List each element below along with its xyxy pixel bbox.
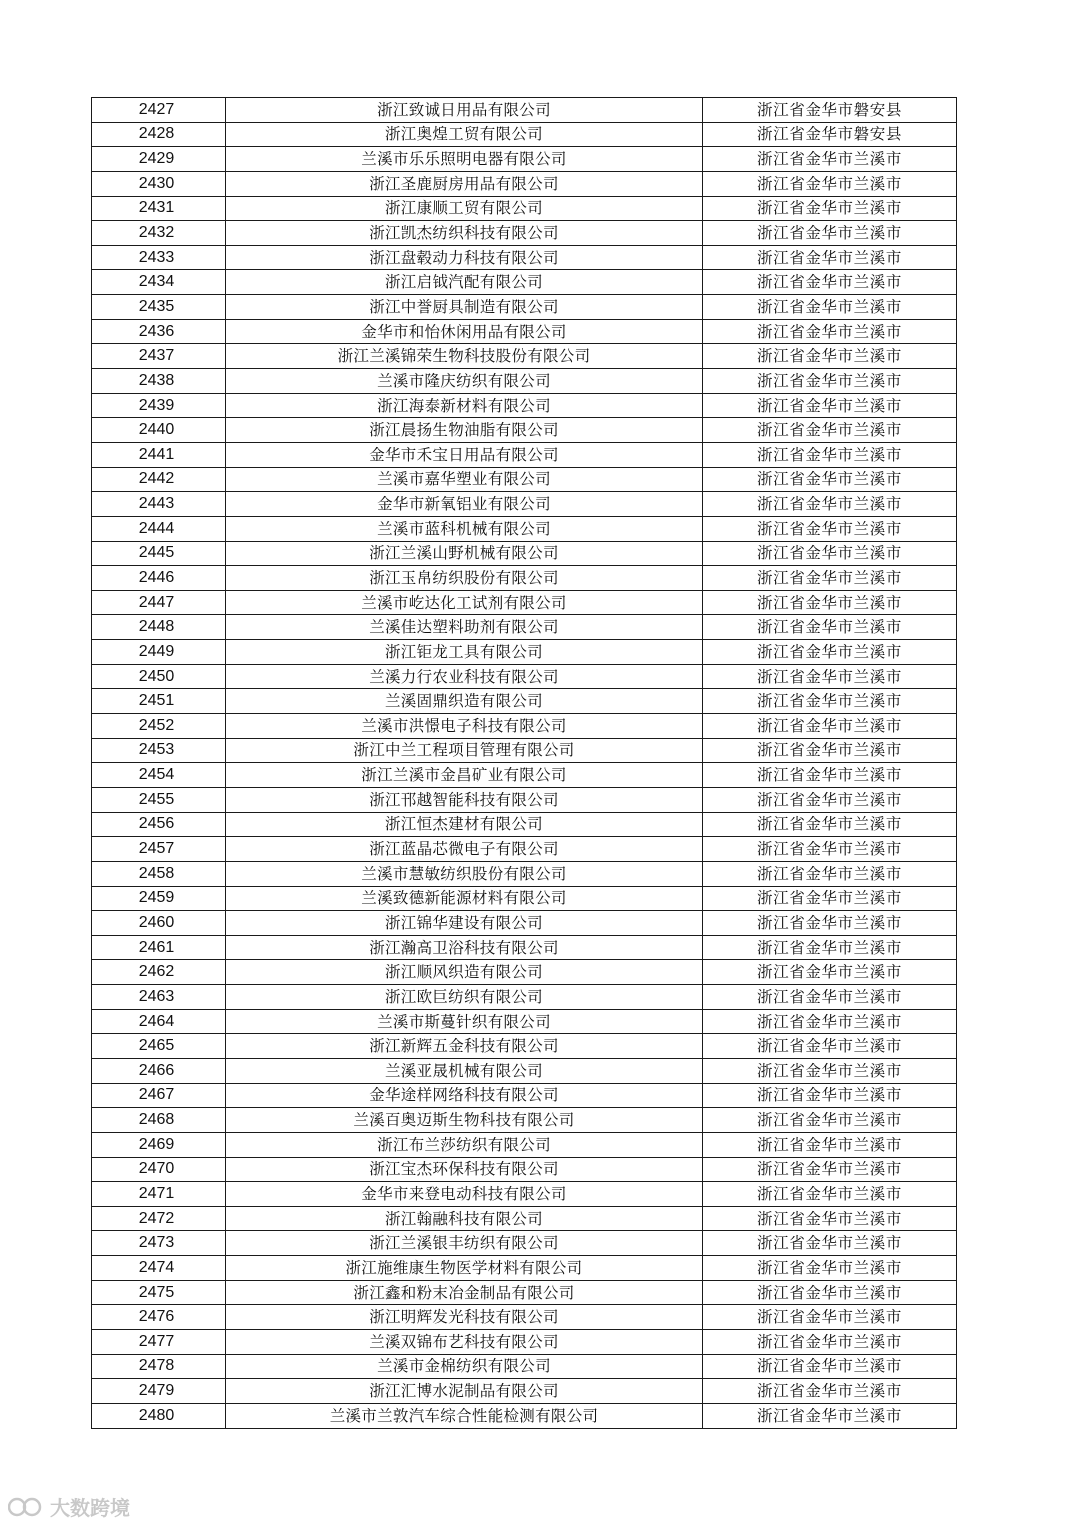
company-name: 兰溪市嘉华塑业有限公司 bbox=[226, 467, 703, 492]
company-region: 浙江省金华市兰溪市 bbox=[703, 566, 957, 591]
row-number: 2448 bbox=[92, 615, 226, 640]
row-number: 2480 bbox=[92, 1403, 226, 1428]
company-name: 浙江兰溪市金昌矿业有限公司 bbox=[226, 763, 703, 788]
row-number: 2467 bbox=[92, 1083, 226, 1108]
company-region: 浙江省金华市兰溪市 bbox=[703, 1009, 957, 1034]
company-name: 浙江凯杰纺织科技有限公司 bbox=[226, 221, 703, 246]
row-number: 2463 bbox=[92, 985, 226, 1010]
company-region: 浙江省金华市兰溪市 bbox=[703, 1403, 957, 1428]
company-region: 浙江省金华市兰溪市 bbox=[703, 1379, 957, 1404]
row-number: 2429 bbox=[92, 147, 226, 172]
row-number: 2471 bbox=[92, 1182, 226, 1207]
company-name: 浙江明辉发光科技有限公司 bbox=[226, 1305, 703, 1330]
company-name: 浙江致诚日用品有限公司 bbox=[226, 98, 703, 123]
table-row bbox=[92, 1256, 957, 1281]
table-row bbox=[92, 886, 957, 911]
table-row bbox=[92, 1132, 957, 1157]
company-name: 兰溪市蓝科机械有限公司 bbox=[226, 516, 703, 541]
table-row bbox=[92, 935, 957, 960]
company-name: 浙江瀚高卫浴科技有限公司 bbox=[226, 935, 703, 960]
table-row bbox=[92, 1083, 957, 1108]
company-region: 浙江省金华市兰溪市 bbox=[703, 787, 957, 812]
table-row bbox=[92, 221, 957, 246]
table-row bbox=[92, 590, 957, 615]
row-number: 2468 bbox=[92, 1108, 226, 1133]
table-row bbox=[92, 196, 957, 221]
company-region: 浙江省金华市兰溪市 bbox=[703, 1157, 957, 1182]
table-row bbox=[92, 541, 957, 566]
company-name: 兰溪百奥迈斯生物科技有限公司 bbox=[226, 1108, 703, 1133]
table-row bbox=[92, 1009, 957, 1034]
company-name: 兰溪致德新能源材料有限公司 bbox=[226, 886, 703, 911]
company-region: 浙江省金华市兰溪市 bbox=[703, 245, 957, 270]
company-name: 浙江邗越智能科技有限公司 bbox=[226, 787, 703, 812]
table-body bbox=[92, 98, 957, 1429]
company-name: 浙江汇博水泥制品有限公司 bbox=[226, 1379, 703, 1404]
enterprise-table bbox=[91, 97, 956, 1429]
row-number: 2427 bbox=[92, 98, 226, 123]
table-row bbox=[92, 1305, 957, 1330]
company-name: 兰溪固鼎织造有限公司 bbox=[226, 689, 703, 714]
table-row bbox=[92, 615, 957, 640]
company-name: 浙江施维康生物医学材料有限公司 bbox=[226, 1256, 703, 1281]
company-region: 浙江省金华市兰溪市 bbox=[703, 714, 957, 739]
table-row bbox=[92, 689, 957, 714]
row-number: 2444 bbox=[92, 516, 226, 541]
company-name: 浙江奥煌工贸有限公司 bbox=[226, 122, 703, 147]
company-region: 浙江省金华市兰溪市 bbox=[703, 171, 957, 196]
company-region: 浙江省金华市兰溪市 bbox=[703, 886, 957, 911]
row-number: 2456 bbox=[92, 812, 226, 837]
row-number: 2462 bbox=[92, 960, 226, 985]
company-name: 浙江晨扬生物油脂有限公司 bbox=[226, 418, 703, 443]
watermark bbox=[8, 1492, 130, 1521]
company-name: 金华市来登电动科技有限公司 bbox=[226, 1182, 703, 1207]
company-region: 浙江省金华市兰溪市 bbox=[703, 837, 957, 862]
table-row bbox=[92, 1379, 957, 1404]
company-name: 浙江恒杰建材有限公司 bbox=[226, 812, 703, 837]
row-number: 2431 bbox=[92, 196, 226, 221]
table-row bbox=[92, 985, 957, 1010]
row-number: 2464 bbox=[92, 1009, 226, 1034]
company-name: 金华市禾宝日用品有限公司 bbox=[226, 442, 703, 467]
company-region: 浙江省金华市兰溪市 bbox=[703, 1305, 957, 1330]
table-row bbox=[92, 1108, 957, 1133]
row-number: 2447 bbox=[92, 590, 226, 615]
company-name: 浙江翰融科技有限公司 bbox=[226, 1206, 703, 1231]
company-name: 兰溪市洪憬电子科技有限公司 bbox=[226, 714, 703, 739]
row-number: 2455 bbox=[92, 787, 226, 812]
company-region: 浙江省金华市兰溪市 bbox=[703, 664, 957, 689]
table-row bbox=[92, 393, 957, 418]
company-region: 浙江省金华市磐安县 bbox=[703, 98, 957, 123]
table-row bbox=[92, 566, 957, 591]
table-row bbox=[92, 1280, 957, 1305]
company-name: 兰溪市斯蔓针织有限公司 bbox=[226, 1009, 703, 1034]
row-number: 2449 bbox=[92, 640, 226, 665]
row-number: 2443 bbox=[92, 492, 226, 517]
company-region: 浙江省金华市兰溪市 bbox=[703, 1182, 957, 1207]
company-region: 浙江省金华市兰溪市 bbox=[703, 1058, 957, 1083]
row-number: 2445 bbox=[92, 541, 226, 566]
company-name: 浙江中兰工程项目管理有限公司 bbox=[226, 738, 703, 763]
table-row bbox=[92, 837, 957, 862]
company-region: 浙江省金华市兰溪市 bbox=[703, 492, 957, 517]
table-row bbox=[92, 640, 957, 665]
company-region: 浙江省金华市兰溪市 bbox=[703, 442, 957, 467]
company-name: 浙江玉帛纺织股份有限公司 bbox=[226, 566, 703, 591]
row-number: 2469 bbox=[92, 1132, 226, 1157]
table-row bbox=[92, 787, 957, 812]
company-region: 浙江省金华市兰溪市 bbox=[703, 467, 957, 492]
row-number: 2450 bbox=[92, 664, 226, 689]
company-name: 金华市和怡休闲用品有限公司 bbox=[226, 319, 703, 344]
row-number: 2430 bbox=[92, 171, 226, 196]
row-number: 2432 bbox=[92, 221, 226, 246]
company-region: 浙江省金华市兰溪市 bbox=[703, 1108, 957, 1133]
company-region: 浙江省金华市兰溪市 bbox=[703, 295, 957, 320]
table-row bbox=[92, 344, 957, 369]
company-region: 浙江省金华市兰溪市 bbox=[703, 1083, 957, 1108]
company-name: 浙江新辉五金科技有限公司 bbox=[226, 1034, 703, 1059]
table-row bbox=[92, 147, 957, 172]
row-number: 2453 bbox=[92, 738, 226, 763]
company-name: 浙江兰溪山野机械有限公司 bbox=[226, 541, 703, 566]
row-number: 2478 bbox=[92, 1354, 226, 1379]
row-number: 2454 bbox=[92, 763, 226, 788]
table-row bbox=[92, 714, 957, 739]
row-number: 2466 bbox=[92, 1058, 226, 1083]
row-number: 2441 bbox=[92, 442, 226, 467]
row-number: 2438 bbox=[92, 369, 226, 394]
row-number: 2458 bbox=[92, 861, 226, 886]
company-list-table bbox=[91, 97, 957, 1429]
company-name: 浙江布兰莎纺织有限公司 bbox=[226, 1132, 703, 1157]
row-number: 2479 bbox=[92, 1379, 226, 1404]
company-name: 浙江启钺汽配有限公司 bbox=[226, 270, 703, 295]
row-number: 2460 bbox=[92, 911, 226, 936]
company-name: 浙江宝杰环保科技有限公司 bbox=[226, 1157, 703, 1182]
row-number: 2461 bbox=[92, 935, 226, 960]
row-number: 2428 bbox=[92, 122, 226, 147]
row-number: 2459 bbox=[92, 886, 226, 911]
row-number: 2477 bbox=[92, 1330, 226, 1355]
table-row bbox=[92, 861, 957, 886]
table-row bbox=[92, 418, 957, 443]
table-row bbox=[92, 467, 957, 492]
company-region: 浙江省金华市兰溪市 bbox=[703, 861, 957, 886]
company-name: 兰溪佳达塑料助剂有限公司 bbox=[226, 615, 703, 640]
row-number: 2439 bbox=[92, 393, 226, 418]
company-name: 兰溪双锦布艺科技有限公司 bbox=[226, 1330, 703, 1355]
row-number: 2474 bbox=[92, 1256, 226, 1281]
row-number: 2451 bbox=[92, 689, 226, 714]
company-name: 浙江中誉厨具制造有限公司 bbox=[226, 295, 703, 320]
table-row bbox=[92, 1354, 957, 1379]
row-number: 2442 bbox=[92, 467, 226, 492]
company-region: 浙江省金华市兰溪市 bbox=[703, 1330, 957, 1355]
table-row bbox=[92, 812, 957, 837]
table-row bbox=[92, 1182, 957, 1207]
table-row bbox=[92, 516, 957, 541]
table-row bbox=[92, 1231, 957, 1256]
company-region: 浙江省金华市兰溪市 bbox=[703, 516, 957, 541]
company-region: 浙江省金华市兰溪市 bbox=[703, 935, 957, 960]
company-name: 兰溪市金棉纺织有限公司 bbox=[226, 1354, 703, 1379]
row-number: 2470 bbox=[92, 1157, 226, 1182]
company-region: 浙江省金华市磐安县 bbox=[703, 122, 957, 147]
company-name: 浙江蓝晶芯微电子有限公司 bbox=[226, 837, 703, 862]
company-region: 浙江省金华市兰溪市 bbox=[703, 1256, 957, 1281]
row-number: 2435 bbox=[92, 295, 226, 320]
company-name: 兰溪市隆庆纺织有限公司 bbox=[226, 369, 703, 394]
company-name: 浙江钜龙工具有限公司 bbox=[226, 640, 703, 665]
company-name: 浙江海泰新材料有限公司 bbox=[226, 393, 703, 418]
row-number: 2433 bbox=[92, 245, 226, 270]
row-number: 2465 bbox=[92, 1034, 226, 1059]
company-name: 金华途样网络科技有限公司 bbox=[226, 1083, 703, 1108]
company-region: 浙江省金华市兰溪市 bbox=[703, 1231, 957, 1256]
company-region: 浙江省金华市兰溪市 bbox=[703, 640, 957, 665]
company-region: 浙江省金华市兰溪市 bbox=[703, 221, 957, 246]
company-name: 浙江圣鹿厨房用品有限公司 bbox=[226, 171, 703, 196]
table-row bbox=[92, 270, 957, 295]
table-row bbox=[92, 664, 957, 689]
company-region: 浙江省金华市兰溪市 bbox=[703, 270, 957, 295]
company-name: 浙江顺风织造有限公司 bbox=[226, 960, 703, 985]
company-region: 浙江省金华市兰溪市 bbox=[703, 689, 957, 714]
company-region: 浙江省金华市兰溪市 bbox=[703, 1132, 957, 1157]
company-name: 兰溪力行农业科技有限公司 bbox=[226, 664, 703, 689]
table-row bbox=[92, 245, 957, 270]
company-name: 金华市新氧铝业有限公司 bbox=[226, 492, 703, 517]
watermark-text: 大数跨境 bbox=[50, 1496, 130, 1520]
row-number: 2434 bbox=[92, 270, 226, 295]
table-row bbox=[92, 1034, 957, 1059]
table-row bbox=[92, 295, 957, 320]
table-row bbox=[92, 442, 957, 467]
company-region: 浙江省金华市兰溪市 bbox=[703, 590, 957, 615]
company-name: 浙江欧巨纺织有限公司 bbox=[226, 985, 703, 1010]
table-row bbox=[92, 492, 957, 517]
company-region: 浙江省金华市兰溪市 bbox=[703, 960, 957, 985]
company-region: 浙江省金华市兰溪市 bbox=[703, 369, 957, 394]
company-region: 浙江省金华市兰溪市 bbox=[703, 615, 957, 640]
table-row bbox=[92, 763, 957, 788]
table-row bbox=[92, 911, 957, 936]
company-region: 浙江省金华市兰溪市 bbox=[703, 196, 957, 221]
row-number: 2476 bbox=[92, 1305, 226, 1330]
company-region: 浙江省金华市兰溪市 bbox=[703, 344, 957, 369]
row-number: 2457 bbox=[92, 837, 226, 862]
row-number: 2473 bbox=[92, 1231, 226, 1256]
table-row bbox=[92, 171, 957, 196]
table-row bbox=[92, 122, 957, 147]
company-region: 浙江省金华市兰溪市 bbox=[703, 763, 957, 788]
row-number: 2440 bbox=[92, 418, 226, 443]
company-name: 浙江兰溪锦荣生物科技股份有限公司 bbox=[226, 344, 703, 369]
company-name: 浙江锦华建设有限公司 bbox=[226, 911, 703, 936]
table-row bbox=[92, 98, 957, 123]
company-name: 浙江盘毂动力科技有限公司 bbox=[226, 245, 703, 270]
row-number: 2472 bbox=[92, 1206, 226, 1231]
table-row bbox=[92, 960, 957, 985]
row-number: 2452 bbox=[92, 714, 226, 739]
company-name: 兰溪亚晟机械有限公司 bbox=[226, 1058, 703, 1083]
company-region: 浙江省金华市兰溪市 bbox=[703, 1034, 957, 1059]
company-region: 浙江省金华市兰溪市 bbox=[703, 418, 957, 443]
table-row bbox=[92, 319, 957, 344]
company-name: 兰溪市兰敦汽车综合性能检测有限公司 bbox=[226, 1403, 703, 1428]
company-region: 浙江省金华市兰溪市 bbox=[703, 985, 957, 1010]
logo-icon bbox=[8, 1496, 44, 1518]
company-name: 兰溪市屹达化工试剂有限公司 bbox=[226, 590, 703, 615]
table-row bbox=[92, 1058, 957, 1083]
company-region: 浙江省金华市兰溪市 bbox=[703, 147, 957, 172]
company-region: 浙江省金华市兰溪市 bbox=[703, 319, 957, 344]
company-name: 浙江兰溪银丰纺织有限公司 bbox=[226, 1231, 703, 1256]
company-name: 浙江康顺工贸有限公司 bbox=[226, 196, 703, 221]
table-row bbox=[92, 1157, 957, 1182]
table-row bbox=[92, 738, 957, 763]
company-region: 浙江省金华市兰溪市 bbox=[703, 1280, 957, 1305]
company-region: 浙江省金华市兰溪市 bbox=[703, 393, 957, 418]
company-region: 浙江省金华市兰溪市 bbox=[703, 1354, 957, 1379]
table-row bbox=[92, 1206, 957, 1231]
table-row bbox=[92, 1330, 957, 1355]
row-number: 2446 bbox=[92, 566, 226, 591]
company-region: 浙江省金华市兰溪市 bbox=[703, 1206, 957, 1231]
row-number: 2437 bbox=[92, 344, 226, 369]
table-row bbox=[92, 369, 957, 394]
row-number: 2475 bbox=[92, 1280, 226, 1305]
company-name: 浙江鑫和粉末冶金制品有限公司 bbox=[226, 1280, 703, 1305]
company-name: 兰溪市乐乐照明电器有限公司 bbox=[226, 147, 703, 172]
row-number: 2436 bbox=[92, 319, 226, 344]
company-region: 浙江省金华市兰溪市 bbox=[703, 911, 957, 936]
company-region: 浙江省金华市兰溪市 bbox=[703, 812, 957, 837]
company-region: 浙江省金华市兰溪市 bbox=[703, 738, 957, 763]
company-name: 兰溪市慧敏纺织股份有限公司 bbox=[226, 861, 703, 886]
table-row bbox=[92, 1403, 957, 1428]
company-region: 浙江省金华市兰溪市 bbox=[703, 541, 957, 566]
